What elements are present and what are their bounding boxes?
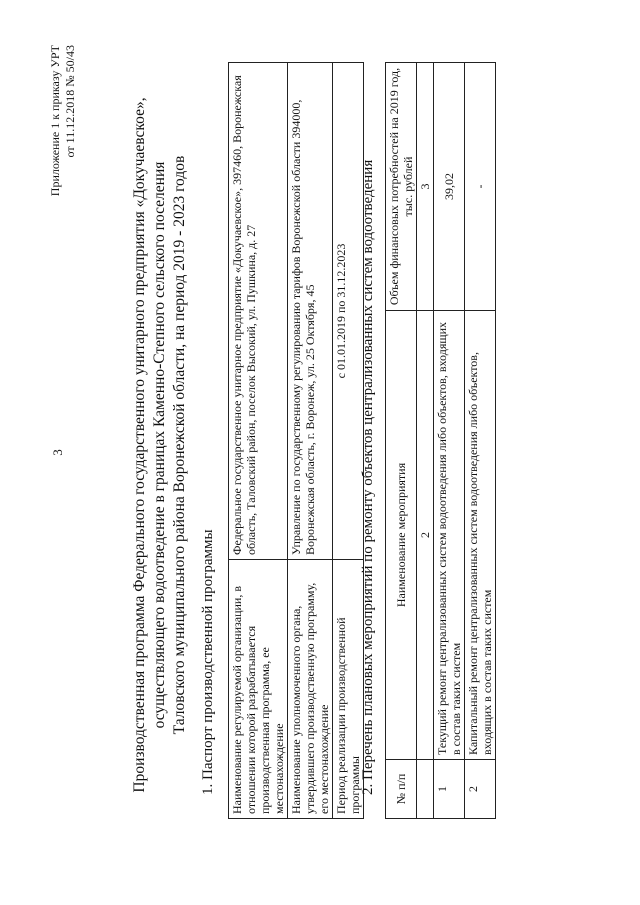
column-index: 3 <box>417 63 434 311</box>
passport-value: с 01.01.2019 по 31.12.2023 <box>333 63 364 560</box>
passport-value: Управление по государственному регулированию тарифов Воронежской области 394000, Воронежская область, г. Воронеж, ул. 25 Октября, 45 <box>288 63 333 560</box>
passport-label: Наименование уполномоченного органа, утвердившего производственную программу, его местонахождение <box>288 560 333 819</box>
table-row <box>229 63 288 819</box>
table-row <box>465 63 496 819</box>
table-row <box>333 63 364 819</box>
appendix-line-2: от 11.12.2018 № 50/43 <box>63 45 77 158</box>
column-index-row <box>417 63 434 819</box>
title-line-3: Таловского муниципального района Воронежской области, на период 2019 - 2023 годов <box>171 155 188 735</box>
appendix-line-1: Приложение 1 к приказу УРТ <box>48 45 62 197</box>
appendix-note <box>48 45 78 196</box>
column-header-number: № п/п <box>386 760 417 819</box>
passport-label: Наименование регулируемой организации, в отношении которой разрабатывается производственная программа, ее местонахождение <box>229 560 288 819</box>
table-row <box>288 63 333 819</box>
page-number: 3 <box>50 449 65 456</box>
measure-name: Текущий ремонт централизованных систем водоотведения либо объектов, входящих в состав таких систем <box>434 311 465 760</box>
title-line-2: осуществляющего водоотведение в границах Каменно-Степного сельского поселения <box>151 161 168 729</box>
table-header-row <box>386 63 417 819</box>
measure-amount: - <box>465 63 496 311</box>
passport-label: Период реализации производственной программы <box>333 560 364 819</box>
title-line-1: Производственная программа Федерального государственного унитарного предприятия «Докучаевское», <box>131 97 148 793</box>
measure-name: Капитальный ремонт централизованных систем водоотведения либо объектов, входящих в состав таких систем <box>465 311 496 760</box>
row-number: 1 <box>434 760 465 819</box>
table-row <box>434 63 465 819</box>
passport-table <box>228 62 364 819</box>
column-index <box>417 760 434 819</box>
document-title <box>130 55 190 835</box>
column-header-amount: Объем финансовых потребностей на 2019 год, тыс. рублей <box>386 63 417 311</box>
measures-table <box>385 62 496 819</box>
column-index: 2 <box>417 311 434 760</box>
section-2-heading: 2. Перечень плановых мероприятий по ремонту объектов централизованных систем водоотведения <box>360 159 376 795</box>
measure-amount: 39,02 <box>434 63 465 311</box>
row-number: 2 <box>465 760 496 819</box>
section-1-heading: 1. Паспорт производственной программы <box>200 529 216 795</box>
passport-value: Федеральное государственное унитарное предприятие «Докучаевское», 397460, Воронежская область, Таловский район, поселок Высокий, ул. Пушкина, д. 27 <box>229 63 288 560</box>
column-header-name: Наименование мероприятия <box>386 311 417 760</box>
